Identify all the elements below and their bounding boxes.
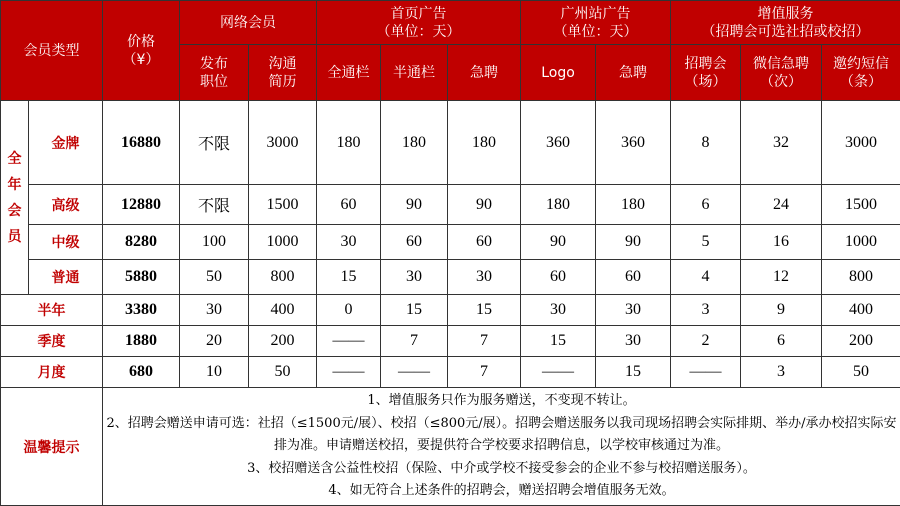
note-item: 1、增值服务只作为服务赠送，不变现不转让。 [103, 390, 900, 413]
full-year-char: 年 [1, 172, 28, 198]
price-header [103, 1, 180, 101]
cell: 100 [180, 225, 249, 260]
cell: 3 [671, 295, 741, 326]
cell: 30 [521, 295, 596, 326]
col-wechat-urgent-line2: （次） [741, 73, 821, 91]
col-post-job-line2: 职位 [180, 73, 248, 91]
table-row [1, 225, 900, 260]
cell: 180 [596, 185, 671, 225]
col-half-banner: 半通栏 [381, 45, 448, 101]
cell: —— [381, 357, 448, 388]
table-row [1, 260, 900, 295]
col-resume-line1: 沟通 [249, 55, 316, 73]
notes-content [103, 388, 900, 506]
cell: 15 [596, 357, 671, 388]
col-sms-line2: （条） [822, 73, 900, 91]
price-header-unit: （¥） [103, 51, 179, 69]
row-name: 季度 [1, 326, 103, 357]
note-item: 4、如无符合上述条件的招聘会，赠送招聘会增值服务无效。 [103, 480, 900, 503]
cell: 50 [180, 260, 249, 295]
cell: —— [317, 357, 381, 388]
cell: 1000 [249, 225, 317, 260]
row-price: 12880 [103, 185, 180, 225]
cell: 60 [448, 225, 521, 260]
col-sms [822, 45, 900, 101]
cell: 3000 [822, 101, 900, 185]
cell: 180 [317, 101, 381, 185]
gz-ad-header [521, 1, 671, 45]
cell: 6 [741, 326, 822, 357]
cell: 800 [822, 260, 900, 295]
row-name: 高级 [29, 185, 103, 225]
cell: 180 [381, 101, 448, 185]
cell: 30 [381, 260, 448, 295]
cell: 360 [521, 101, 596, 185]
cell: 90 [596, 225, 671, 260]
value-added-note: （招聘会可选社招或校招） [671, 23, 900, 41]
cell: 1500 [249, 185, 317, 225]
homepage-ad-header [317, 1, 521, 45]
table-row [1, 185, 900, 225]
cell: 360 [596, 101, 671, 185]
cell: 200 [249, 326, 317, 357]
table-row [1, 326, 900, 357]
cell: 180 [521, 185, 596, 225]
cell: 8 [671, 101, 741, 185]
cell: 2 [671, 326, 741, 357]
full-year-label [1, 101, 29, 295]
notes-label: 温馨提示 [1, 388, 103, 506]
cell: —— [521, 357, 596, 388]
col-job-fair-line2: （场） [671, 73, 740, 91]
table-row [1, 295, 900, 326]
cell: 90 [381, 185, 448, 225]
row-price: 680 [103, 357, 180, 388]
col-home-urgent: 急聘 [448, 45, 521, 101]
cell: 30 [596, 295, 671, 326]
homepage-ad-title: 首页广告 [317, 5, 520, 23]
cell: 4 [671, 260, 741, 295]
cell: 60 [317, 185, 381, 225]
cell: 400 [822, 295, 900, 326]
row-price: 8280 [103, 225, 180, 260]
cell: 1000 [822, 225, 900, 260]
cell: 24 [741, 185, 822, 225]
col-full-banner: 全通栏 [317, 45, 381, 101]
full-year-char: 会 [1, 198, 28, 224]
cell: 60 [521, 260, 596, 295]
member-type-header: 会员类型 [1, 1, 103, 101]
row-name: 普通 [29, 260, 103, 295]
gz-ad-unit: （单位：天） [521, 23, 670, 41]
col-job-fair [671, 45, 741, 101]
table-row [1, 357, 900, 388]
cell: 30 [180, 295, 249, 326]
col-sms-line1: 邀约短信 [822, 55, 900, 73]
cell: 50 [249, 357, 317, 388]
cell: 7 [381, 326, 448, 357]
cell: 30 [317, 225, 381, 260]
row-price: 5880 [103, 260, 180, 295]
cell: 不限 [180, 101, 249, 185]
homepage-ad-unit: （单位：天） [317, 23, 520, 41]
cell: —— [671, 357, 741, 388]
cell: —— [317, 326, 381, 357]
row-price: 1880 [103, 326, 180, 357]
cell: 50 [822, 357, 900, 388]
col-wechat-urgent [741, 45, 822, 101]
col-post-job [180, 45, 249, 101]
row-name: 月度 [1, 357, 103, 388]
cell: 400 [249, 295, 317, 326]
row-price: 3380 [103, 295, 180, 326]
cell: 7 [448, 357, 521, 388]
table-row [1, 101, 900, 185]
col-resume-line2: 简历 [249, 73, 316, 91]
cell: 180 [448, 101, 521, 185]
cell: 0 [317, 295, 381, 326]
cell: 16 [741, 225, 822, 260]
cell: 不限 [180, 185, 249, 225]
cell: 60 [596, 260, 671, 295]
full-year-char: 员 [1, 224, 28, 250]
col-gz-urgent: 急聘 [596, 45, 671, 101]
row-name: 中级 [29, 225, 103, 260]
col-wechat-urgent-line1: 微信急聘 [741, 55, 821, 73]
row-name: 半年 [1, 295, 103, 326]
cell: 5 [671, 225, 741, 260]
cell: 12 [741, 260, 822, 295]
cell: 32 [741, 101, 822, 185]
cell: 15 [317, 260, 381, 295]
cell: 7 [448, 326, 521, 357]
col-job-fair-line1: 招聘会 [671, 55, 740, 73]
cell: 10 [180, 357, 249, 388]
price-header-label: 价格 [103, 33, 179, 51]
note-item: 2、招聘会赠送申请可选：社招（≤1500元/展）、校招（≤800元/展）。招聘会赠送服务以我司现场招聘会实际排期、举办/承办校招实际安排为准。申请赠送校招，要提供符合学校要求招聘信息，以学校审核通过为准。 [103, 413, 900, 458]
col-gz-logo: Logo [521, 45, 596, 101]
cell: 30 [596, 326, 671, 357]
network-member-header: 网络会员 [180, 1, 317, 45]
note-item: 3、校招赠送含公益性校招（保险、中介或学校不接受参会的企业不参与校招赠送服务）。 [103, 458, 900, 481]
cell: 30 [448, 260, 521, 295]
cell: 3 [741, 357, 822, 388]
cell: 3000 [249, 101, 317, 185]
cell: 15 [381, 295, 448, 326]
cell: 6 [671, 185, 741, 225]
row-name: 金牌 [29, 101, 103, 185]
value-added-header [671, 1, 900, 45]
cell: 200 [822, 326, 900, 357]
col-post-job-line1: 发布 [180, 55, 248, 73]
cell: 9 [741, 295, 822, 326]
gz-ad-title: 广州站广告 [521, 5, 670, 23]
cell: 800 [249, 260, 317, 295]
cell: 60 [381, 225, 448, 260]
col-resume [249, 45, 317, 101]
cell: 1500 [822, 185, 900, 225]
value-added-title: 增值服务 [671, 5, 900, 23]
full-year-char: 全 [1, 146, 28, 172]
cell: 90 [448, 185, 521, 225]
cell: 15 [521, 326, 596, 357]
cell: 90 [521, 225, 596, 260]
cell: 15 [448, 295, 521, 326]
row-price: 16880 [103, 101, 180, 185]
cell: 20 [180, 326, 249, 357]
